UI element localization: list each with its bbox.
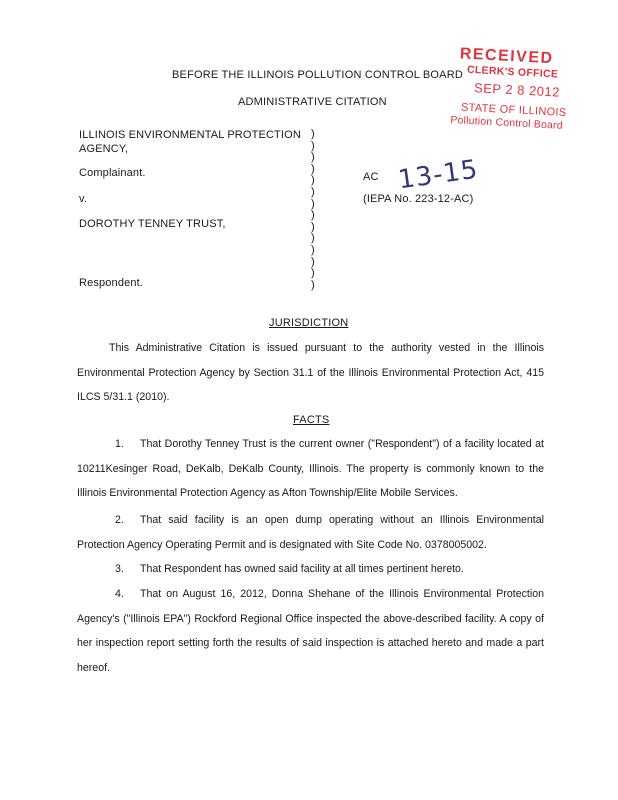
jurisdiction-heading: JURISDICTION (269, 317, 349, 329)
document-title: ADMINISTRATIVE CITATION (238, 96, 387, 108)
fact-number: 2. (115, 514, 124, 526)
fact-paragraph-4 (77, 582, 544, 681)
fact-paragraph-3 (77, 557, 544, 582)
jurisdiction-paragraph: This Administrative Citation is issued pursuant to the authority vested in the Illinois Environmental Protection Agency by Section 31.1 of the Illinois Environmental Protection Act, 415 ILCS 5/31.1 (2010). (77, 342, 544, 404)
complainant-name-line1: ILLINOIS ENVIRONMENTAL PROTECTION (79, 129, 301, 141)
fact-text: That on August 16, 2012, Donna Shehane of the Illinois Environmental Protection Agency's ("Illinois EPA") Rockford Regional Office inspected the above-described facility. A copy of her inspection report setting forth the results of said inspection is attached hereto and made a part hereof. (77, 588, 544, 675)
fact-text: That said facility is an open dump operating without an Illinois Environmental Protection Agency Operating Permit and is designated with Site Code No. 0378005002. (77, 514, 544, 551)
stamp-office: CLERK'S OFFICE (466, 63, 559, 81)
stamp-received: RECEIVED (459, 45, 554, 68)
fact-number: 4. (115, 588, 124, 600)
fact-text: That Respondent has owned said facility at all times pertinent hereto. (140, 563, 464, 575)
fact-paragraph-2 (77, 508, 544, 557)
received-stamp (442, 41, 577, 140)
ac-label: AC (363, 171, 379, 183)
ac-number-handwritten: 13-15 (396, 154, 481, 196)
stamp-date: SEP 2 8 2012 (473, 80, 561, 100)
tribunal-title: BEFORE THE ILLINOIS POLLUTION CONTROL BOARD (172, 69, 463, 81)
complainant-role: Complainant. (79, 167, 146, 179)
caption-divider: ) ) ) ) ) ) ) ) ) ) ) ) ) ) (311, 128, 315, 291)
stamp-state: STATE OF ILLINOIS (460, 101, 567, 120)
facts-heading: FACTS (293, 414, 330, 426)
respondent-role: Respondent. (79, 277, 144, 289)
fact-number: 3. (115, 563, 124, 575)
fact-paragraph-1 (77, 432, 544, 506)
respondent-name: DOROTHY TENNEY TRUST, (79, 218, 226, 230)
fact-text: That Dorothy Tenney Trust is the current owner ("Respondent") of a facility located at 10211Kesinger Road, DeKalb, DeKalb County, Illinois. The property is commonly known to the Illinois Environmental Protection Agency as Afton Township/Elite Mobile Services. (77, 438, 544, 500)
fact-number: 1. (115, 438, 124, 450)
versus: v. (79, 193, 88, 205)
stamp-board: Pollution Control Board (450, 113, 564, 132)
complainant-name-line2: AGENCY, (79, 143, 129, 155)
iepa-number: (IEPA No. 223-12-AC) (363, 193, 474, 205)
